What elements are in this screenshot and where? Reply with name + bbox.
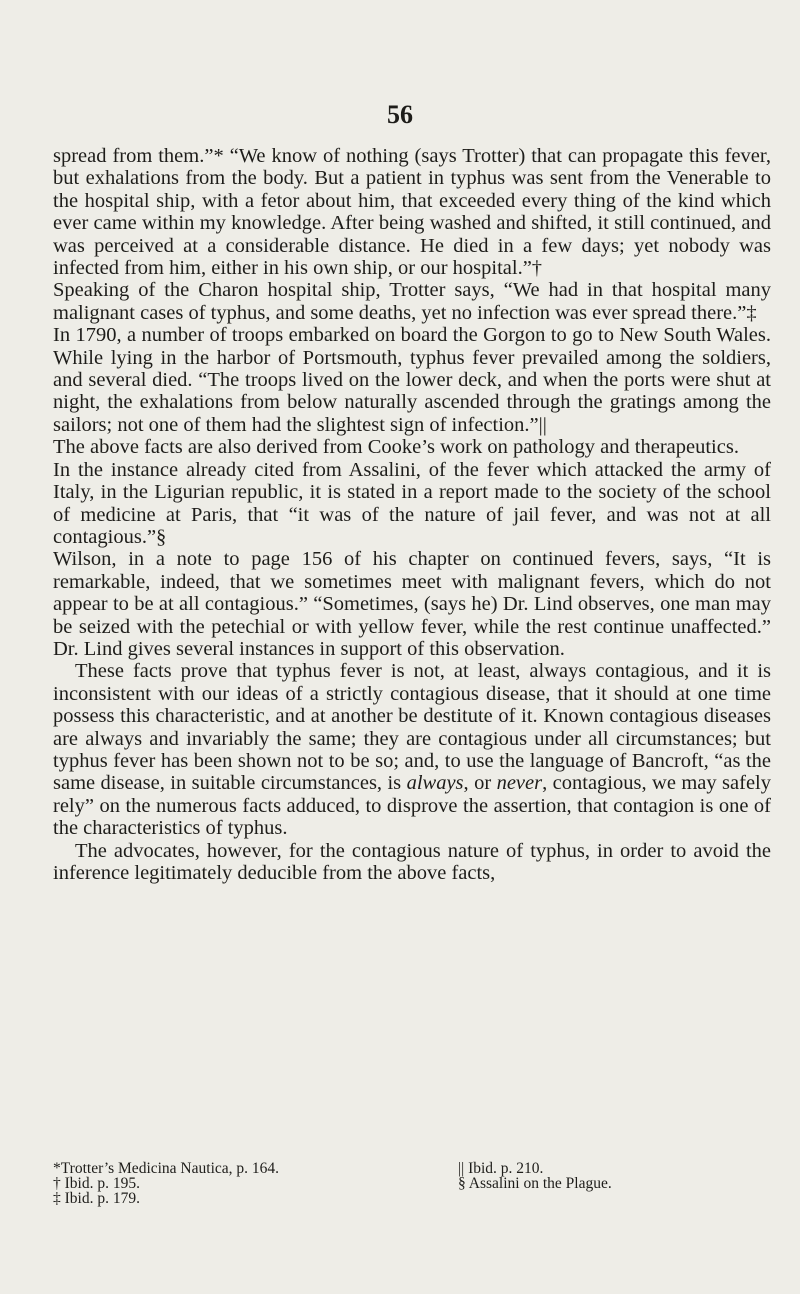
paragraph-6: Wilson, in a note to page 156 of his chapter on continued fevers, says, “It is remarkable, indeed, that we sometimes meet with malignant fevers, which do not appear to be at all contagious.” “Sometimes, (says he) Dr. Lind observes, one man may be seized with the petechial or with yellow fever, while the rest continue unaffected.” Dr. Lind gives several instances in support of this observation. [53,548,771,660]
footnote-double-dagger: ‡ Ibid. p. 179. [53,1190,140,1207]
footnote-dagger: † Ibid. p. 195. [53,1175,140,1192]
paragraph-7-part-c: , contagious, we may safely rely” on the numerous facts adduced, to disprove the assertion, that contagion is one of the characteristics of typhus. [53,772,771,840]
paragraph-2: Speaking of the Charon hospital ship, Trotter says, “We had in that hospital many malignant cases of typhus, and some deaths, yet no infection was ever spread there.”‡ [53,279,771,324]
paragraph-3: In 1790, a number of troops embarked on board the Gorgon to go to New South Wales. While lying in the harbor of Portsmouth, typhus fever prevailed among the soldiers, and several died. “The troops lived on the lower deck, and when the ports were shut at night, the exhalations from below naturally ascended through the gratings among the sailors; not one of them had the slightest sign of infection.”|| [53,324,771,436]
paragraph-5: In the instance already cited from Assalini, of the fever which attacked the army of Italy, in the Ligurian republic, it is stated in a report made to the society of the school of medicine at Paris, that “it was of the nature of jail fever, and was not at all contagious.”§ [53,458,771,548]
paragraph-7 [53,660,771,839]
footnotes-right-column [458,1161,771,1206]
footnotes-left-column [53,1161,458,1206]
footnote-section: § Assalini on the Plague. [458,1175,612,1192]
paragraph-7-part-b: , or [463,772,497,795]
paragraph-7-part-a: These facts prove that typhus fever is not, at least, always contagious, and it is inconsistent with our ideas of a strictly contagious disease, that it should at one time possess this characteristic, and at another be destitute of it. Known contagious diseases are always and invariably the same; they are contagious under all circumstances; but typhus fever has been shown not to be so; and, to use the language of Bancroft, “as the same disease, in suitable circumstances, is [53,660,771,795]
emphasis-never: never [496,772,543,795]
paragraph-1: spread from them.”* “We know of nothing (says Trotter) that can propagate this fever, but exhalations from the body. But a patient in typhus was sent from the Venerable to the hospital ship, with a fetor about him, that exceeded every thing of the kind which ever came within my knowledge. After being washed and shifted, it still continued, and was perceived at a considerable distance. He died in a few days; yet nobody was infected from him, either in his own ship, or our hospital.”† [53,145,771,280]
body-text [53,145,771,884]
paragraph-4: The above facts are also derived from Cooke’s work on pathology and therapeutics. [53,436,739,459]
footnote-parallel: || Ibid. p. 210. [458,1160,544,1177]
emphasis-always: always [406,772,464,795]
footnote-asterisk: *Trotter’s Medicina Nautica, p. 164. [53,1160,280,1177]
footnotes [53,1161,771,1206]
paragraph-8: The advocates, however, for the contagious nature of typhus, in order to avoid the inference legitimately deducible from the above facts, [53,839,771,884]
page-number: 56 [387,100,413,129]
